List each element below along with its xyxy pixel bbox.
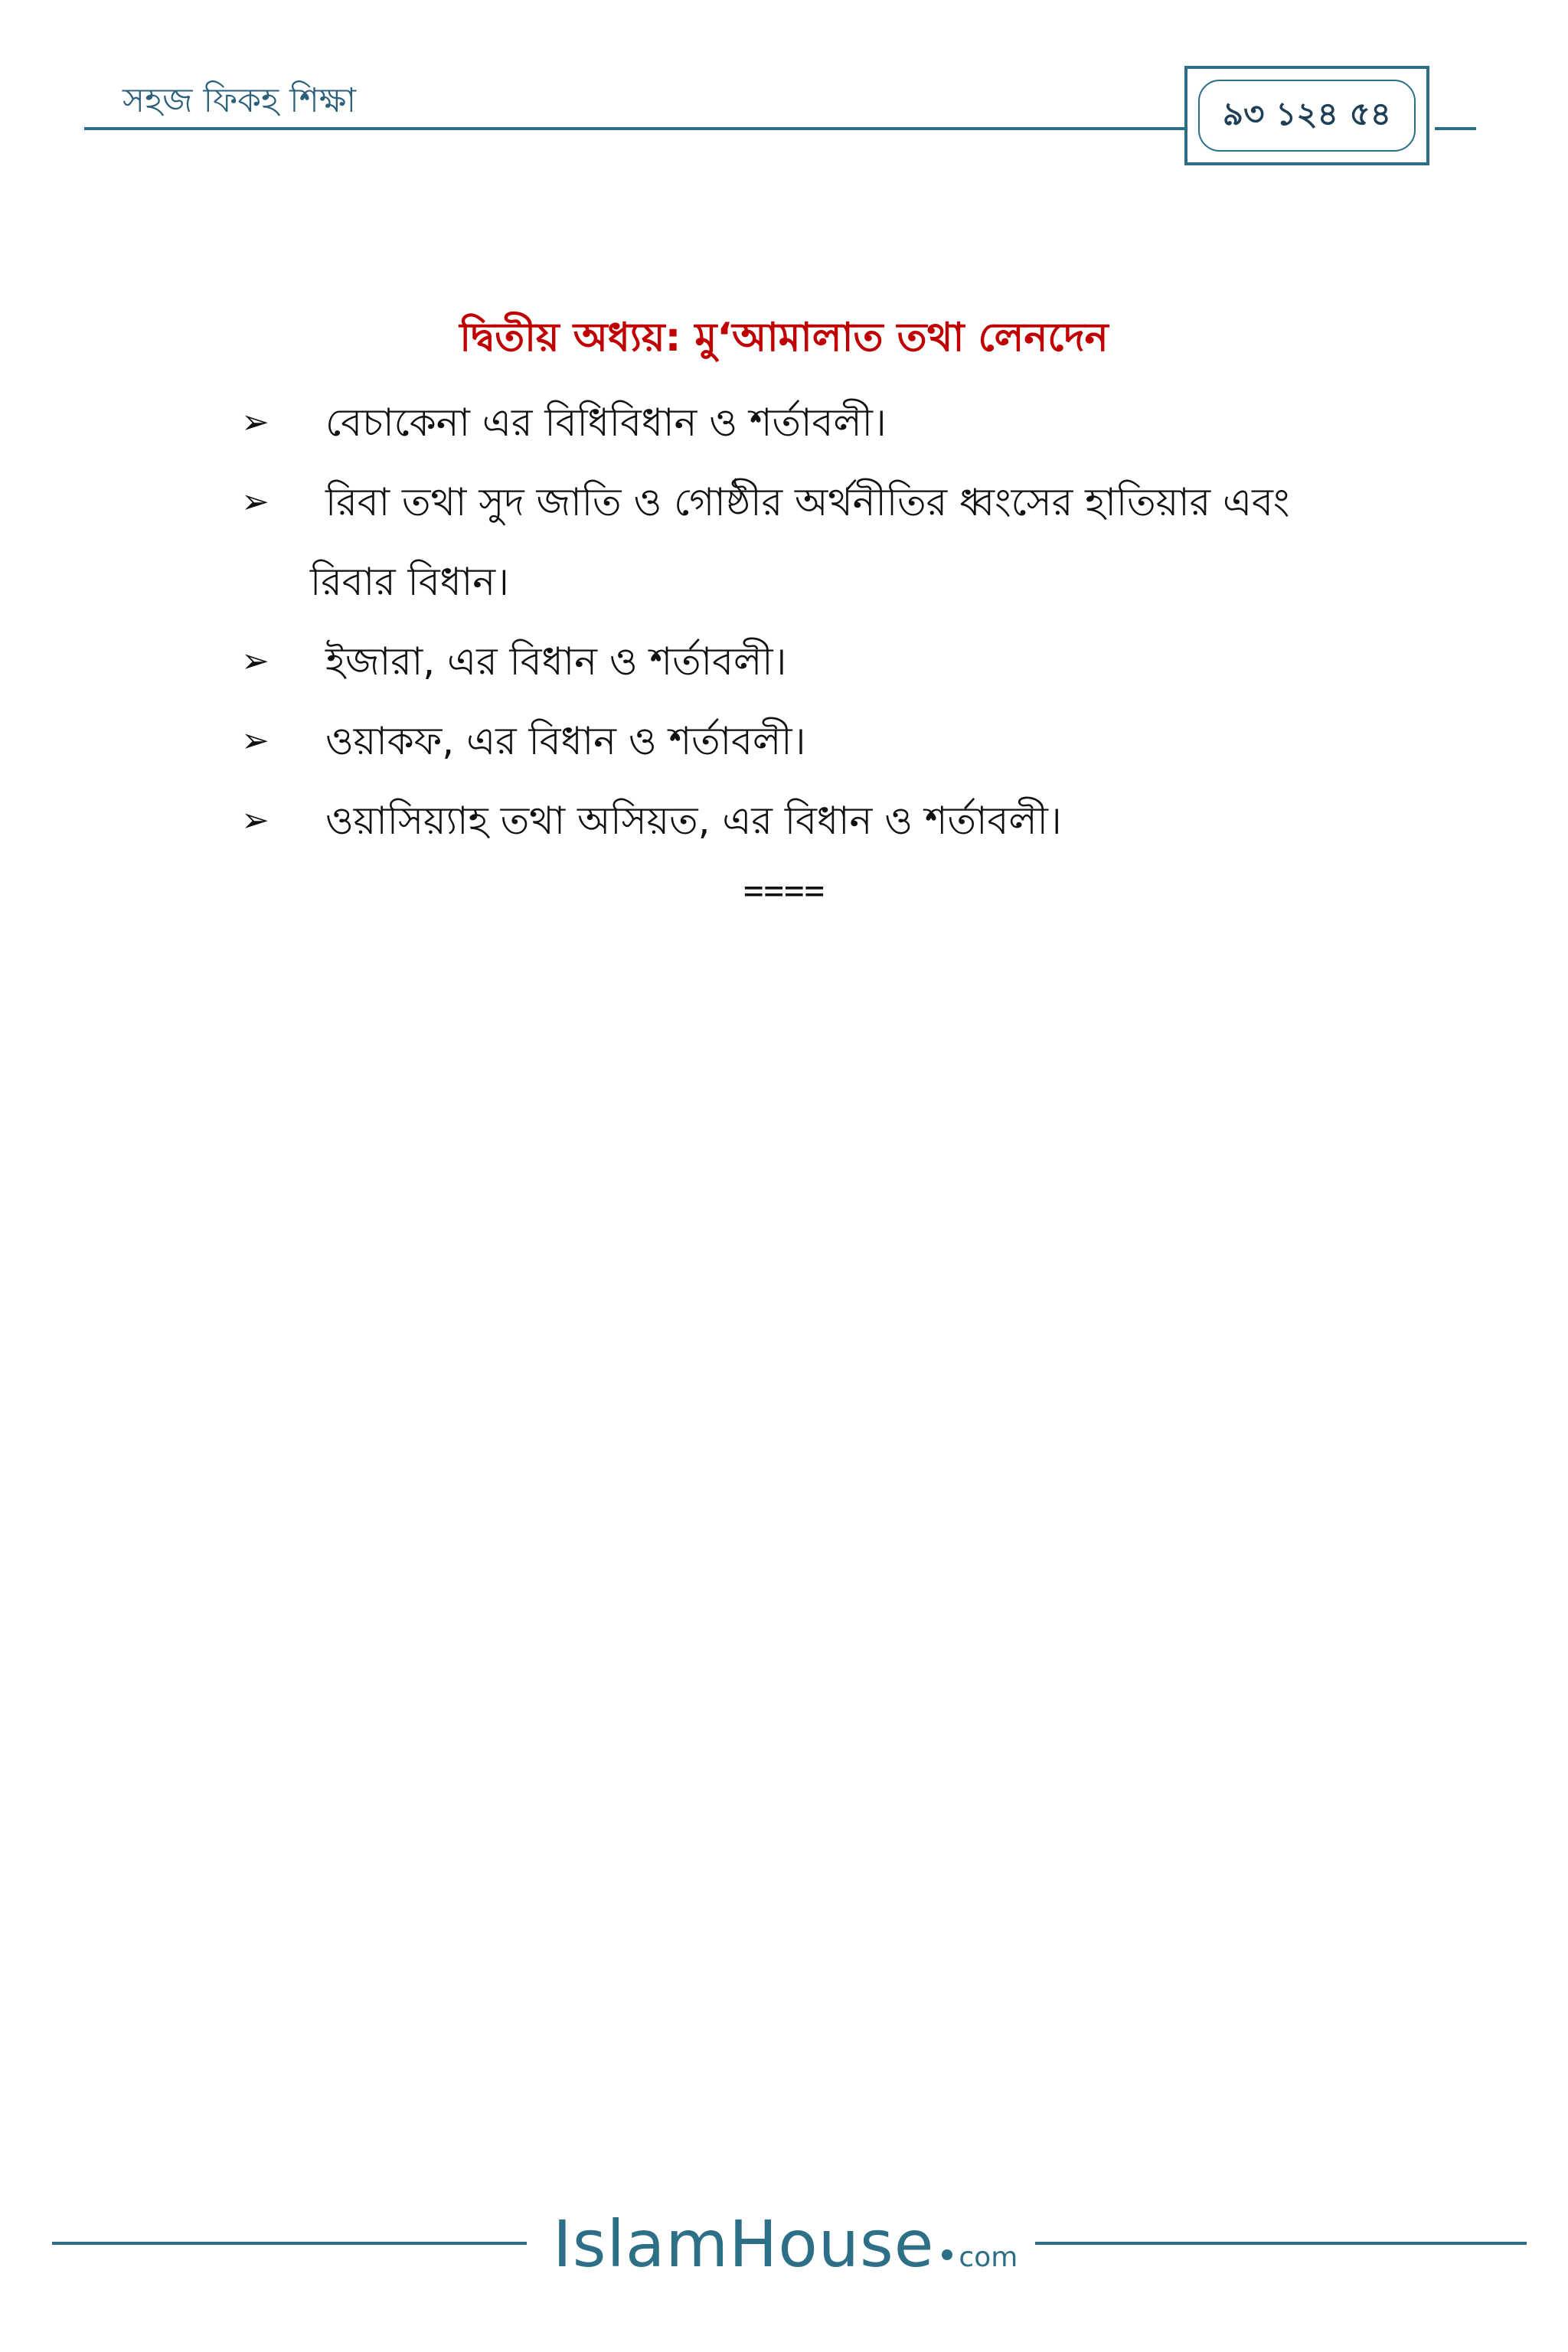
header-rule-right xyxy=(1435,127,1476,130)
list-item xyxy=(230,462,1424,622)
list-item-text: ওয়াকফ, এর বিধান ও শর্তাবলী। xyxy=(325,719,806,763)
header-rule xyxy=(84,127,1187,130)
book-title: সহজ ফিকহ শিক্ষা xyxy=(122,81,357,120)
bullet-list xyxy=(230,383,1424,861)
list-item xyxy=(230,622,1424,701)
list-item-text: রিবা তথা সুদ জাতি ও গোষ্ঠীর অর্থনীতির ধ্বংসের হাতিয়ার এবং xyxy=(325,480,1290,524)
arrow-bullet-icon: ➢ xyxy=(241,642,270,681)
section-separator: ==== xyxy=(743,871,825,910)
logo-text: IslamHouse xyxy=(553,2207,935,2282)
arrow-bullet-icon: ➢ xyxy=(241,482,270,521)
list-item-text: ইজারা, এর বিধান ও শর্তাবলী। xyxy=(325,639,787,684)
list-item xyxy=(230,701,1424,781)
footer-rule-right xyxy=(1035,2242,1527,2245)
list-item-continuation: রিবার বিধান। xyxy=(310,560,509,604)
page-number-box xyxy=(1184,66,1429,165)
arrow-bullet-icon: ➢ xyxy=(241,721,270,760)
list-item-text: ওয়াসিয়্যাহ তথা অসিয়ত, এর বিধান ও শর্তাবলী। xyxy=(325,799,1062,843)
logo-suffix: com xyxy=(959,2242,1018,2273)
list-item-text: বেচাকেনা এর বিধিবিধান ও শর্তাবলী। xyxy=(325,400,887,445)
list-item xyxy=(230,781,1424,861)
chapter-heading: দ্বিতীয় অধ্যয়: মু‘আমালাত তথা লেনদেন xyxy=(459,315,1109,361)
list-item xyxy=(230,383,1424,462)
page-number: ৯৩ ১২৪ ৫৪ xyxy=(1198,80,1416,152)
islamhouse-logo[interactable] xyxy=(553,2207,1018,2283)
logo-dot-icon xyxy=(942,2249,952,2260)
arrow-bullet-icon: ➢ xyxy=(241,403,270,442)
footer-rule-left xyxy=(52,2242,527,2245)
arrow-bullet-icon: ➢ xyxy=(241,801,270,840)
